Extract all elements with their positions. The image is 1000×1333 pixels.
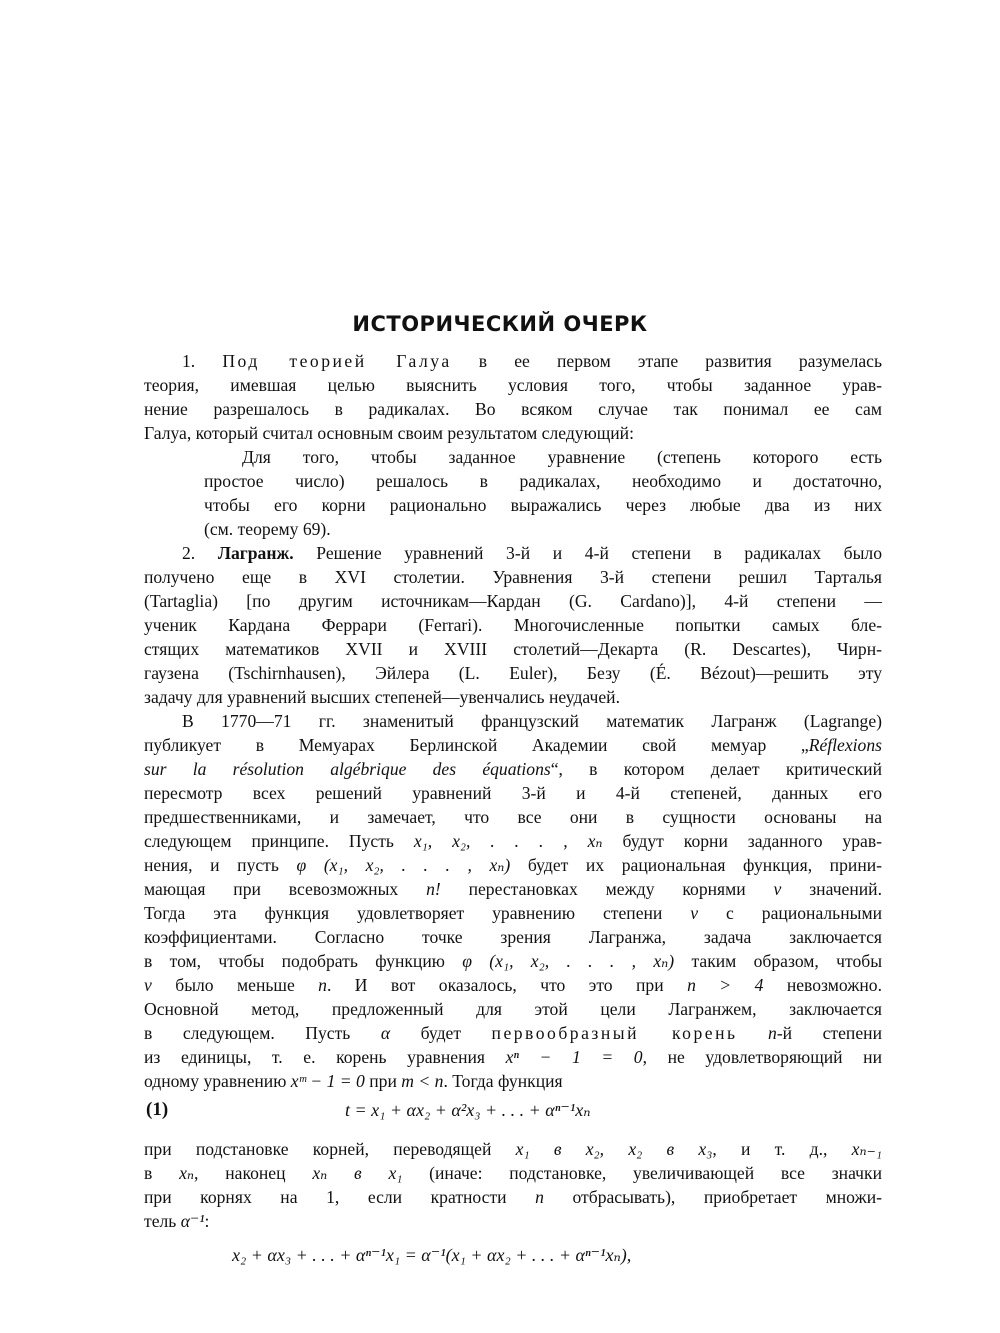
p3-line-14-text-a: в следующем. Пусть (144, 1023, 381, 1043)
p2-line-7: задачу для уравнений высших степеней—увенчались неудачей. (144, 687, 620, 707)
memoir-title-start: Réflexions (808, 735, 882, 755)
p3-line-4: пересмотр всех решений уравнений 3-й и 4-й степеней, данных его (144, 783, 882, 803)
p3-line-9-text-b: с рациональными (698, 903, 882, 923)
p4-line-2-text-b: , наконец (194, 1163, 313, 1183)
math-n-3: n (535, 1187, 544, 1207)
math-v-3: v (144, 975, 152, 995)
p3-line-10: коэффициентами. Согласно точке зрения Лагранжа, задача заключается (144, 927, 882, 947)
p4-line-4-text-b: : (204, 1211, 210, 1231)
p3-line-7 (144, 854, 882, 877)
p2-line-6: гаузена (Tschirnhausen), Эйлера (L. Euler), Безу (É. Bézout)—решить эту (144, 663, 882, 683)
p4-line-1-text-b: , и т. д., (712, 1139, 852, 1159)
math-x-n: xₙ (179, 1163, 195, 1183)
p3-line-2 (144, 734, 882, 757)
p4-line-3-text-b: отбрасывать), приобретает множи- (543, 1187, 882, 1207)
math-v-2: v (690, 903, 699, 923)
math-equation-m: xᵐ − 1 = 0 (290, 1071, 365, 1091)
quote-line-2: простое число) решалось в радикалах, необходимо и достаточно, (204, 471, 882, 491)
p3-line-16-text-a: одному уравнению (144, 1071, 291, 1091)
p3-line-14-text-d: -й степени (776, 1023, 882, 1043)
p3-line-8 (144, 878, 882, 901)
math-x-n-minus-1: xₙ₋₁ (851, 1139, 882, 1159)
math-alpha: α (380, 1023, 391, 1043)
p3-line-16-text-c: . Тогда функция (443, 1071, 563, 1091)
p3-line-6 (144, 830, 882, 853)
p2-line-3: (Tartaglia) [по другим источникам—Кардан (G. Cardano)], 4-й степени — (144, 591, 882, 611)
p1-line-1-text: в ее первом этапе развития разумелась (478, 351, 883, 371)
p2-number: 2. (182, 543, 196, 563)
p3-line-11 (144, 950, 882, 973)
p3-line-12-text-c: . И вот оказалось, что это при (326, 975, 688, 995)
p3-line-8-text-b: перестановках между корнями (440, 879, 774, 899)
p3-line-8-text-a: мающая при всевозможных (144, 879, 427, 899)
p2-line-2: получено еще в XVI столетии. Уравнения 3-й степени решил Тарталья (144, 567, 882, 587)
p1-number: 1. (182, 351, 196, 371)
math-n: n (318, 975, 327, 995)
p3-line-15-text-a: из единицы, т. е. корень уравнения (144, 1047, 506, 1067)
p3-line-8-text-c: значений. (781, 879, 883, 899)
p3-line-12-text-b: было меньше (151, 975, 319, 995)
math-alpha-inverse: α⁻¹ (180, 1211, 205, 1231)
p4-line-4 (144, 1210, 209, 1233)
math-n-2: n (768, 1023, 777, 1043)
page-title: ИСТОРИЧЕСКИЙ ОЧЕРК (352, 312, 648, 336)
p4-line-1 (144, 1138, 882, 1161)
p3-line-11-text-b: таким образом, чтобы (674, 951, 883, 971)
p1-lead: Под теорией Галуа (222, 351, 452, 371)
math-x-n-to-x-1: xₙ в x₁ (312, 1163, 403, 1183)
primitive-root-term: первообразный корень (491, 1023, 738, 1043)
p3-line-7-text-a: нения, и пусть (144, 855, 297, 875)
p3-line-7-text-b: будет их рациональная функция, прини- (510, 855, 883, 875)
p3-line-15 (144, 1046, 882, 1069)
p3-line-6-text-b: будут корни заданного урав- (602, 831, 883, 851)
p3-line-6-text-a: следующем принципе. Пусть (144, 831, 414, 851)
p3-line-3-text: “, в котором делает критический (550, 759, 882, 779)
p3-line-3 (144, 758, 882, 781)
p4-line-2-text-a: в (144, 1163, 180, 1183)
math-equation-unity: xⁿ − 1 = 0 (505, 1047, 643, 1067)
p3-line-12-text-d: невозможно. (763, 975, 882, 995)
p2-line-1 (182, 542, 882, 565)
p2-line-5: стящих математиков XVII и XVIII столетий—Декарта (R. Descartes), Чирн- (144, 639, 882, 659)
p3-line-11-text-a: в том, чтобы подобрать функцию (144, 951, 463, 971)
p2-line-1-text: Решение уравнений 3-й и 4-й степени в радикалах было (316, 543, 883, 563)
quote-line-4: (см. теорему 69). (204, 519, 331, 539)
p3-line-12 (144, 974, 882, 997)
p1-line-4: Галуа, который считал основным своим результатом следующий: (144, 423, 634, 443)
p3-line-1: В 1770—71 гг. знаменитый французский математик Лагранж (Lagrange) (182, 711, 882, 731)
p3-line-2-text: публикует в Мемуарах Берлинской Академии свой мемуар „ (144, 735, 809, 755)
p3-line-9-text-a: Тогда эта функция удовлетворяет уравнению степени (144, 903, 691, 923)
math-function-2: φ (x₁, x₂, . . . , xₙ) (462, 951, 675, 971)
p4-line-3 (144, 1186, 882, 1209)
p1-line-2: теория, имевшая целью выяснить условия того, чтобы заданное урав- (144, 375, 882, 395)
p3-line-14 (144, 1022, 882, 1045)
math-v: v (773, 879, 782, 899)
p3-line-15-text-b: , не удовлетворяющий ни (642, 1047, 882, 1067)
p2-line-4: ученик Кардана Феррари (Ferrari). Многочисленные попытки самых бле- (144, 615, 882, 635)
p3-line-16 (144, 1070, 563, 1093)
quote-line-1: Для того, чтобы заданное уравнение (степень которого есть (242, 447, 882, 467)
p3-line-13: Основной метод, предложенный для этой цели Лагранжем, заключается (144, 999, 882, 1019)
p3-line-16-text-b: при (364, 1071, 402, 1091)
math-m-lt-n: m < n (401, 1071, 444, 1091)
memoir-title-end: sur la résolution algébrique des équations (144, 759, 551, 779)
p3-line-14-space (738, 1023, 769, 1043)
p1-line-1 (182, 350, 882, 373)
math-substitution: x₁ в x₂, x₂ в x₃ (515, 1139, 713, 1159)
p3-line-9 (144, 902, 882, 925)
equation-1: t = x₁ + αx₂ + α²x₃ + . . . + αⁿ⁻¹xₙ (345, 1100, 591, 1120)
quote-line-3: чтобы его корни рационально выражались через любые два из них (204, 495, 882, 515)
p3-line-5: предшественниками, и замечает, что все они в сущности основаны на (144, 807, 882, 827)
math-factorial: n! (426, 879, 441, 899)
p4-line-1-text-a: при подстановке корней, переводящей (144, 1139, 516, 1159)
math-n-gt-4: n > 4 (687, 975, 764, 995)
p1-line-3: нение разрешалось в радикалах. Во всяком случае так понимал ее сам (144, 399, 882, 419)
p4-line-2-text-c: (иначе: подстановке, увеличивающей все значки (402, 1163, 882, 1183)
p3-line-14-text-b: будет (390, 1023, 492, 1043)
math-roots: x₁, x₂, . . . , xₙ (413, 831, 603, 851)
equation-2: x₂ + αx₃ + . . . + αⁿ⁻¹x₁ = α⁻¹(x₁ + αx₂ + . . . + αⁿ⁻¹xₙ), (232, 1245, 632, 1265)
p2-heading: Лагранж. (217, 543, 294, 563)
math-function: φ (x₁, x₂, . . . , xₙ) (296, 855, 511, 875)
p4-line-2 (144, 1162, 882, 1185)
p4-line-4-text-a: тель (144, 1211, 181, 1231)
equation-1-label: (1) (146, 1099, 169, 1120)
p4-line-3-text-a: при корнях на 1, если кратности (144, 1187, 536, 1207)
